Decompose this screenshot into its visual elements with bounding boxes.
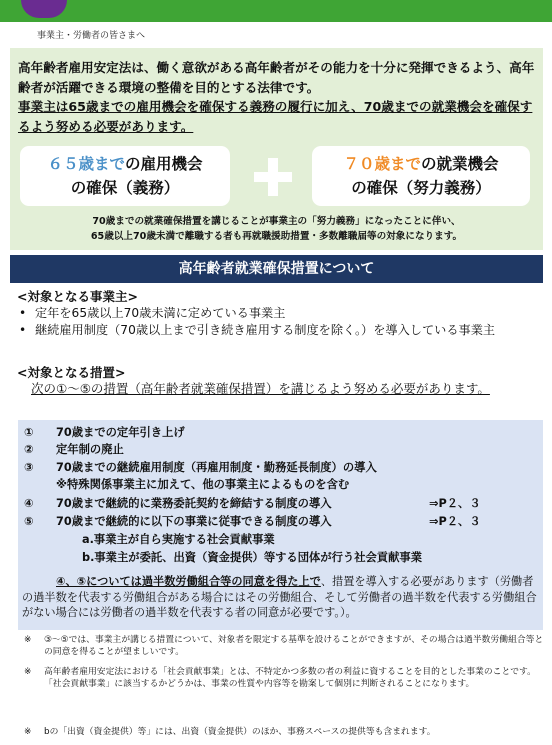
measure-suboption: a.事業主が自ら実施する社会貢献事業: [82, 533, 275, 546]
section-header: 高年齢者就業確保措置について: [10, 255, 543, 283]
list-item: • 定年を65歳以上70歳未満に定めている事業主: [17, 305, 537, 322]
obligation-65-box: [20, 146, 230, 206]
measure-row: ⑤ 70歳まで継続的に以下の事業に従事できる制度の導入 ⇒P２、３: [24, 515, 481, 528]
footnote: ※ 高年齢者雇用安定法における「社会貢献事業」とは、不特定かつ多数の者の利益に資することを目的とした事業のことです。「社会貢献事業」に該当するかどうかは、事業の性質や内容等を勘案して個別に判断されることになります。: [24, 667, 536, 689]
page-reference: ⇒P２、３: [429, 515, 481, 528]
panel-note: [10, 214, 543, 244]
lead-line-1: 高年齢者雇用安定法は、働く意欲がある高年齢者がその能力を十分に発揮できるよう、高年齢者が活躍できる環境の整備を目的とする法律です。: [18, 60, 535, 95]
panel-note-line-1: 70歳までの就業確保措置を講じることが事業主の「努力義務」になったことに伴い、: [92, 216, 461, 227]
summary-panel: [10, 48, 543, 250]
target-measures-title: <対象となる措置>: [17, 365, 126, 380]
lead-line-2: 事業主は65歳までの雇用機会を確保する義務の履行に加え、70歳までの就業機会を確保するよう努める必要があります。: [18, 99, 533, 134]
obligation-65-line2: の確保（義務）: [70, 179, 180, 197]
measure-suboption: b.事業主が委託、出資（資金提供）等する団体が行う社会貢献事業: [82, 551, 422, 564]
obligation-70-box: [312, 146, 530, 206]
obligation-65-rest: の雇用機会: [125, 155, 203, 173]
obligation-70-highlight: ７０歳まで: [343, 155, 421, 173]
measure-row: ④ 70歳まで継続的に業務委託契約を締結する制度の導入 ⇒P２、３: [24, 497, 481, 510]
lead-text: [18, 58, 540, 136]
obligation-65-highlight: ６５歳まで: [47, 155, 125, 173]
measure-row: ③ 70歳までの継続雇用制度（再雇用制度・勤務延長制度）の導入: [24, 461, 377, 474]
target-employers-list: [17, 305, 537, 338]
measure-subnote: ※特殊関係事業主に加えて、他の事業主によるものを含む: [56, 478, 350, 491]
plus-icon: [254, 158, 292, 196]
panel-note-line-2: 65歳以上70歳未満で離職する者も再就職援助措置・多数離職届等の対象になります。: [90, 231, 463, 242]
measures-box: [18, 420, 543, 630]
obligation-70-rest: の就業機会: [421, 155, 499, 173]
consent-note: [18, 574, 543, 621]
footnote: ※ ③～⑤では、事業主が講じる措置について、対象者を限定する基準を設けることができますが、その場合は過半数労働組合等との同意を得ることが望ましいです。: [24, 635, 544, 657]
footnote: ※ bの「出資（資金提供）等」には、出資（資金提供）のほか、事務スペースの提供等も含まれます。: [24, 727, 436, 737]
audience-label: 事業主・労働者の皆さまへ: [37, 31, 146, 41]
target-employers-title: <対象となる事業主>: [17, 289, 138, 304]
target-measures-intro: 次の①～⑤の措置（高年齢者就業確保措置）を講じるよう努める必要があります。: [31, 381, 490, 396]
obligation-70-line2: の確保（努力義務）: [351, 179, 491, 197]
list-item: • 継続雇用制度（70歳以上まで引き続き雇用する制度を除く。）を導入している事業主: [17, 322, 537, 339]
consent-note-lead: ④、⑤については過半数労働組合等の同意を得た上で: [56, 575, 321, 588]
measure-row: ② 定年制の廃止: [24, 443, 124, 456]
top-color-bar: [0, 0, 552, 22]
page-reference: ⇒P２、３: [429, 497, 481, 510]
consent-note-rest: 、措置を導入する必要があります（労働者の過半数を代表する労働組合がある場合にはその労働組合、そして労働者の過半数を代表する労働組合がない場合には労働者の過半数を代表する者の同意が必要です。）。: [22, 575, 537, 619]
measure-row: ① 70歳までの定年引き上げ: [24, 426, 185, 439]
